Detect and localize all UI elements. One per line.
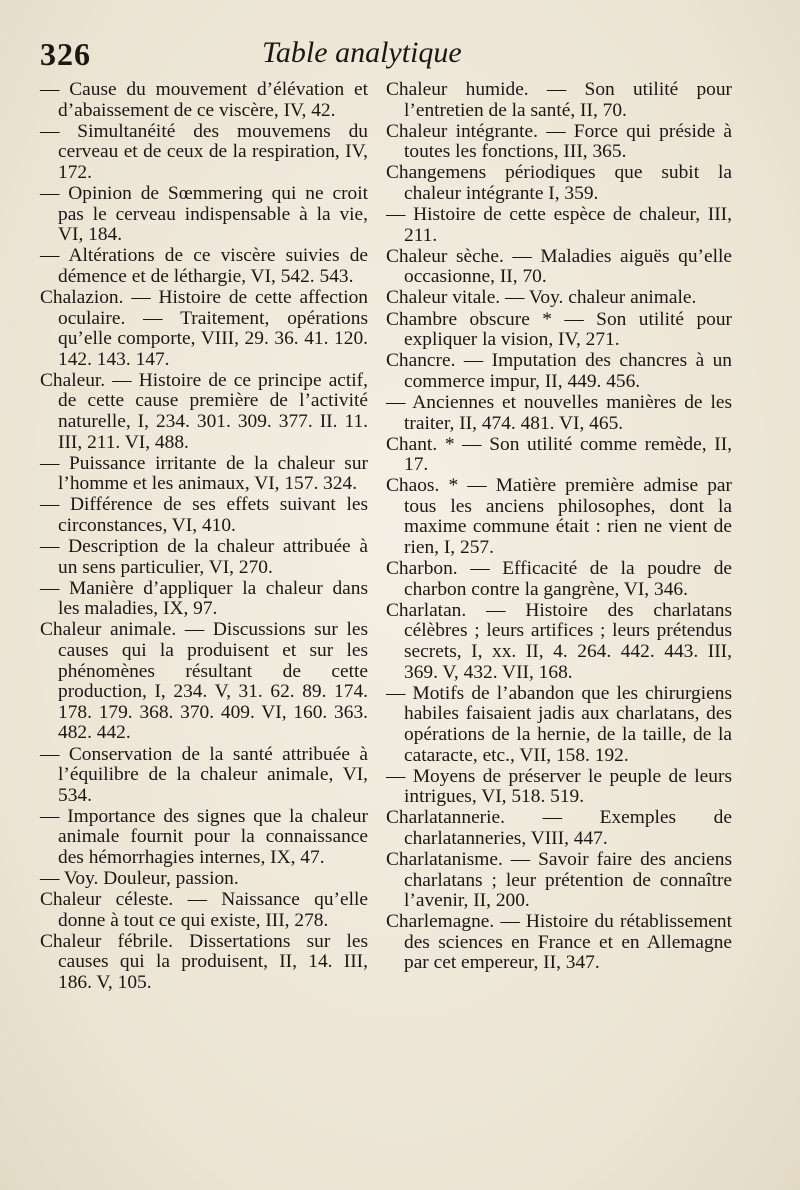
index-entry: — Importance des signes que la chaleur animale fournit pour la connaissance des hémorrhagies internes, IX, 47.	[40, 805, 368, 868]
index-entry: Chaleur céleste. — Naissance qu’elle donne à tout ce qui existe, III, 278.	[40, 889, 368, 931]
index-entry: Chalazion. — Histoire de cette affection oculaire. — Traitement, opérations qu’elle comporte, VIII, 29. 36. 41. 120. 142. 143. 147.	[40, 286, 368, 370]
index-entry: — Conservation de la santé attribuée à l’équilibre de la chaleur animale, VI, 534.	[40, 743, 368, 806]
index-entry: Charlatannerie. — Exemples de charlatanneries, VIII, 447.	[386, 807, 732, 849]
page-number: 326	[40, 36, 91, 72]
index-entry: — Description de la chaleur attribuée à un sens particulier, VI, 270.	[40, 536, 368, 578]
page-title: Table analytique	[262, 36, 462, 69]
index-entry: — Moyens de préserver le peuple de leurs intrigues, VI, 518. 519.	[386, 765, 732, 808]
index-entry: — Cause du mouvement d’élévation et d’abaissement de ce viscère, IV, 42.	[40, 79, 368, 121]
index-entry: — Simultanéité des mouvemens du cerveau et de ceux de la respiration, IV, 172.	[40, 120, 368, 183]
index-entry: — Opinion de Sœmmering qui ne croit pas le cerveau indispensable à la vie, VI, 184.	[40, 182, 368, 246]
index-entry: Charlatanisme. — Savoir faire des anciens charlatans ; leur prétention de connaître l’avenir, II, 200.	[386, 848, 732, 912]
index-entry: Chaos. * — Matière première admise par tous les anciens philosophes, dont la maxime commune était : rien ne vient de rien, I, 257.	[386, 475, 732, 559]
page-header	[40, 30, 740, 76]
index-entry: Chaleur intégrante. — Force qui préside à toutes les fonctions, III, 365.	[386, 120, 732, 163]
index-entry: — Voy. Douleur, passion.	[40, 868, 239, 890]
index-entry: — Anciennes et nouvelles manières de les traiter, II, 474. 481. VI, 465.	[386, 391, 732, 434]
index-entry: Chaleur animale. — Discussions sur les causes qui la produisent et sur les phénomènes résultant de cette production, I, 234. V, 31. 62. 89. 174. 178. 179. 368. 370. 409. VI, 160. 363. 482. 442.	[40, 619, 368, 744]
index-entry: Chaleur vitale. — Voy. chaleur animale.	[386, 287, 697, 309]
index-entry: — Motifs de l’abandon que les chirurgiens habiles faisaient jadis aux charlatans, des opérations de la hernie, de la taille, de la cataracte, etc., VII, 158. 192.	[386, 682, 732, 766]
index-entry: Chaleur sèche. — Maladies aiguës qu’elle occasionne, II, 70.	[386, 245, 732, 288]
index-entry: — Différence de ses effets suivant les circonstances, VI, 410.	[40, 494, 368, 536]
index-entry: — Puissance irritante de la chaleur sur l’homme et les animaux, VI, 157. 324.	[40, 452, 368, 495]
index-entry: Changemens périodiques que subit la chaleur intégrante I, 359.	[386, 162, 732, 204]
index-entry: Charlemagne. — Histoire du rétablissement des sciences en France et en Allemagne par cet empereur, II, 347.	[386, 911, 732, 974]
index-entry: Charbon. — Efficacité de la poudre de charbon contre la gangrène, VI, 346.	[386, 558, 732, 600]
index-entry: — Histoire de cette espèce de chaleur, III, 211.	[386, 204, 732, 246]
index-entry: Chambre obscure * — Son utilité pour expliquer la vision, IV, 271.	[386, 308, 732, 351]
index-entry: Chaleur. — Histoire de ce principe actif, de cette cause première de l’activité naturelle, I, 234. 301. 309. 377. II. 11. III, 211. VI, 488.	[40, 369, 368, 453]
index-entry: Chant. * — Son utilité comme remède, II, 17.	[386, 433, 732, 476]
index-entry: — Altérations de ce viscère suivies de démence et de léthargie, VI, 542. 543.	[40, 245, 368, 287]
index-entry: Charlatan. — Histoire des charlatans célèbres ; leurs artifices ; leurs prétendus secrets, I, xx. II, 4. 264. 442. 443. III, 369. V, 432. VII, 168.	[386, 599, 732, 683]
index-column-left	[40, 80, 368, 994]
index-column-right	[386, 80, 732, 975]
index-entry: — Manière d’appliquer la chaleur dans les maladies, IX, 97.	[40, 577, 368, 620]
index-entry: Chaleur fébrile. Dissertations sur les causes qui la produisent, II, 14. III, 186. V, 105.	[40, 930, 368, 994]
index-entry: Chaleur humide. — Son utilité pour l’entretien de la santé, II, 70.	[386, 79, 732, 121]
index-entry: Chancre. — Imputation des chancres à un commerce impur, II, 449. 456.	[386, 350, 732, 392]
